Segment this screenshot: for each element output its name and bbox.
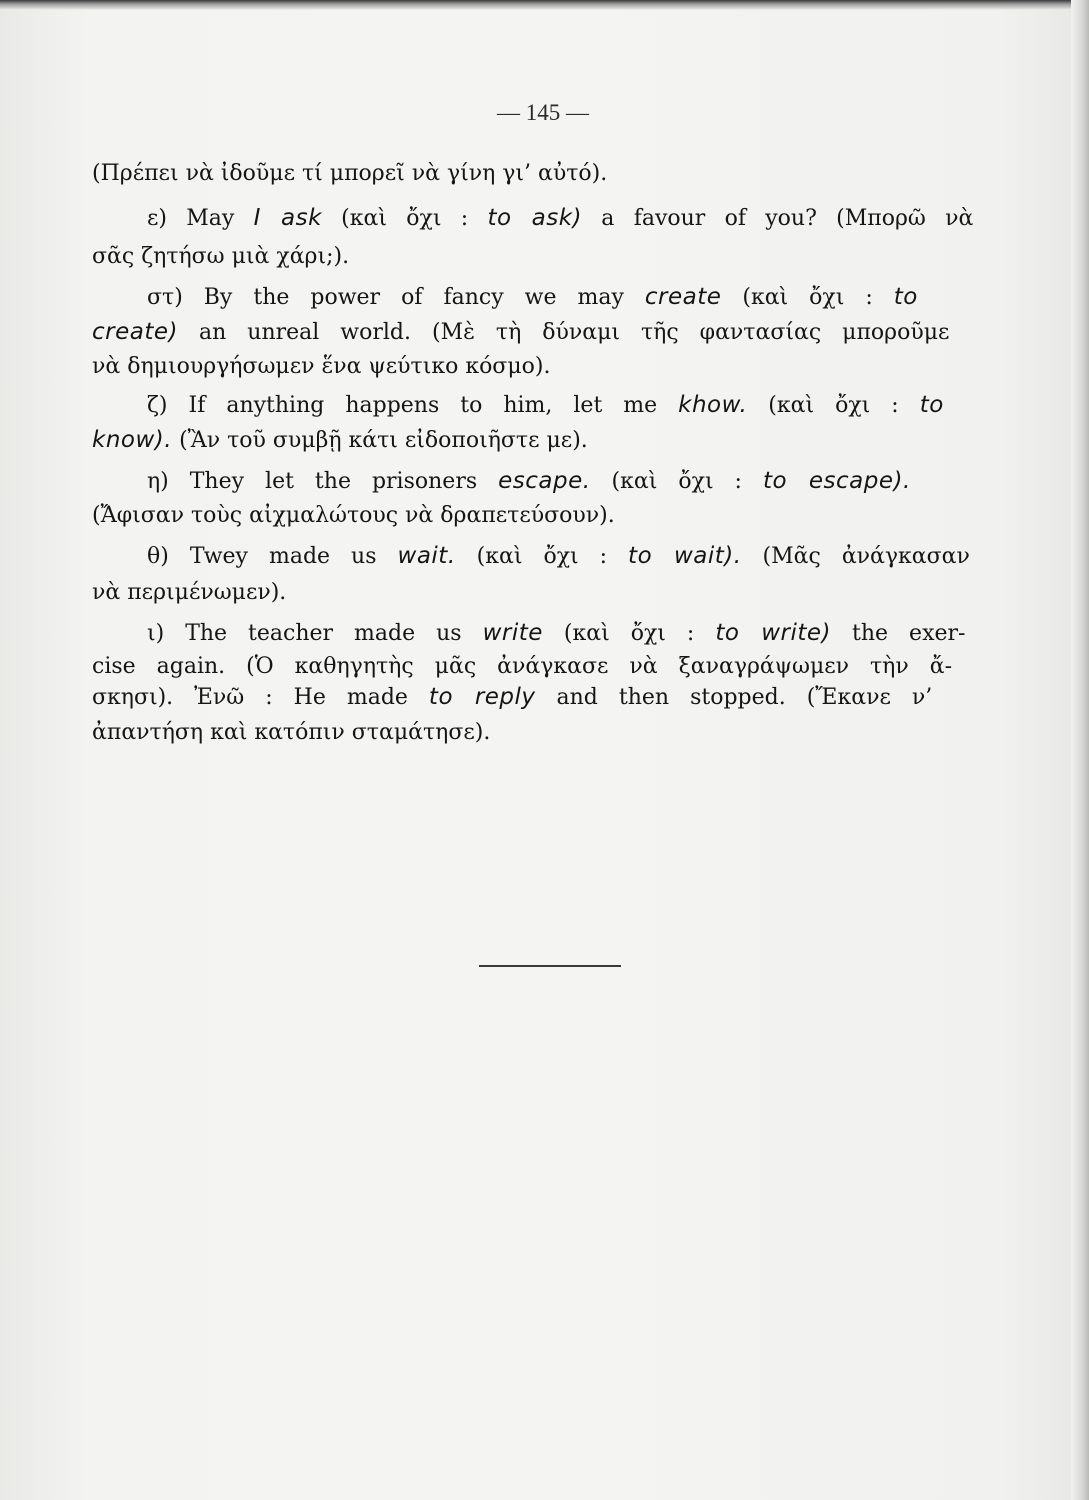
text-line <box>92 683 932 712</box>
page-number: — 145 — <box>497 100 589 125</box>
text-segment: cise again. (Ὁ καθηγητὴς μᾶς ἀνάγκασε νὰ ξαναγράψωμεν τὴν ἄ- <box>92 654 953 679</box>
text-line <box>92 426 588 455</box>
text-line <box>147 283 918 312</box>
text-line <box>92 579 286 607</box>
text-segment: νὰ δημιουργήσωμεν ἕνα ψεύτικο κόσμο). <box>92 354 551 379</box>
text-segment: ι) The teacher made us <box>147 621 483 646</box>
text-line <box>147 542 970 571</box>
text-line <box>147 467 911 496</box>
text-segment: (Μᾶς ἀνάγκασαν <box>741 544 970 569</box>
text-line <box>92 243 349 271</box>
page-top-shadow <box>0 0 1089 10</box>
text-segment: a favour of you? (Μπορῶ νὰ <box>582 206 974 231</box>
italic-text: create <box>644 284 722 310</box>
italic-text: to <box>919 392 944 418</box>
text-segment: σᾶς ζητήσω μιὰ χάρι;). <box>92 244 350 269</box>
text-segment: η) They let the prisoners <box>147 469 499 494</box>
text-segment: and then stopped. (Ἔκανε ν’ <box>535 685 933 710</box>
page-right-edge <box>1071 0 1089 1500</box>
text-segment: σκησι). Ἐνῶ : He made <box>92 685 429 710</box>
italic-text: to write) <box>715 620 832 646</box>
text-segment: the exer- <box>831 621 966 646</box>
text-line <box>92 502 615 530</box>
text-segment: (Ἂν τοῦ συμβῇ κάτι εἰδοποιῆστε με). <box>172 428 588 453</box>
text-line <box>147 204 973 233</box>
text-segment: θ) Twey made us <box>147 544 398 569</box>
italic-text: escape. <box>498 468 591 494</box>
text-line <box>147 619 965 648</box>
text-segment: ζ) If anything happens to him, let me <box>147 393 679 418</box>
text-line <box>92 653 952 681</box>
text-segment: στ) By the power of fancy we may <box>147 285 645 310</box>
italic-text: to reply <box>428 684 536 710</box>
italic-text: write <box>482 620 543 646</box>
section-divider <box>479 965 621 967</box>
text-line <box>92 353 550 381</box>
text-segment: (καὶ ὄχι : <box>747 393 920 418</box>
text-segment: (καὶ ὄχι : <box>590 469 763 494</box>
text-segment: νὰ περιμένωμεν). <box>92 580 287 605</box>
italic-text: to <box>893 284 918 310</box>
text-line <box>92 318 949 347</box>
italic-text: create) <box>92 319 178 345</box>
italic-text: to escape). <box>762 468 911 494</box>
text-segment: (Ἄφισαν τοὺς αἰχμαλώτους νὰ δραπετεύσουν). <box>92 503 615 528</box>
text-line <box>92 719 490 747</box>
text-segment: ἀπαντήση καὶ κατόπιν σταμάτησε). <box>92 720 491 745</box>
text-line <box>92 160 607 188</box>
text-segment: (καὶ ὄχι : <box>321 206 488 231</box>
text-segment: an unreal world. (Μὲ τὴ δύναμι τῆς φαντασίας μποροῦμε <box>178 320 950 345</box>
text-segment: (καὶ ὄχι : <box>721 285 894 310</box>
italic-text: khow. <box>678 392 748 418</box>
italic-text: to wait). <box>628 543 742 569</box>
italic-text: know). <box>92 427 173 453</box>
italic-text: I ask <box>253 205 322 231</box>
text-line <box>147 391 944 420</box>
text-segment: ε) May <box>147 206 254 231</box>
text-segment: (καὶ ὄχι : <box>542 621 716 646</box>
text-segment: (Πρέπει νὰ ἰδοῦμε τί μπορεῖ νὰ γίνη γι’ αὐτό). <box>92 161 608 186</box>
text-segment: (καὶ ὄχι : <box>455 544 629 569</box>
italic-text: to ask) <box>487 205 583 231</box>
italic-text: wait. <box>397 543 456 569</box>
